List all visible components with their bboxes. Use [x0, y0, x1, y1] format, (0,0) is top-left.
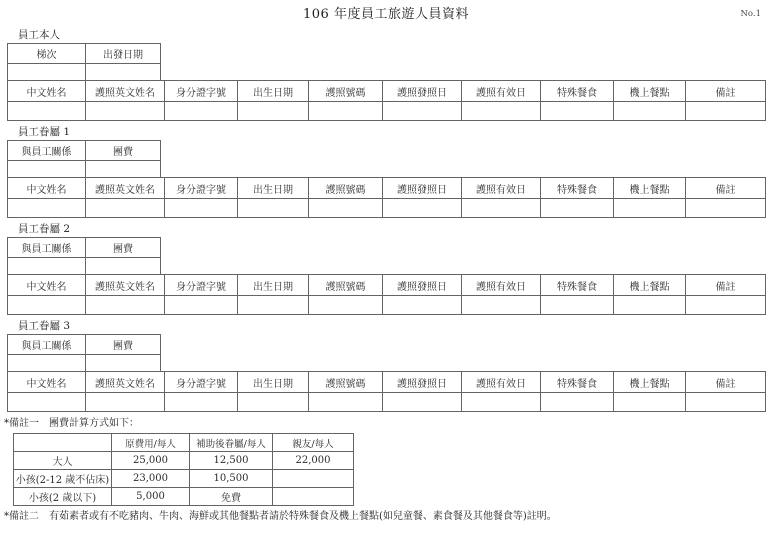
entry-cell — [165, 393, 238, 412]
entry-cell — [165, 102, 238, 121]
fee-value-cell: 免費 — [190, 488, 273, 506]
section-label: 員工眷屬 1 — [18, 126, 71, 138]
fee-value-cell: 23,000 — [112, 470, 190, 488]
info-col-header: 梯次 — [8, 44, 86, 64]
entry-cell — [462, 102, 541, 121]
fee-row-label: 小孩(2-12 歲不佔床) — [14, 470, 112, 488]
entry-cell — [309, 199, 383, 218]
entry-cell — [86, 161, 161, 178]
entry-cell — [8, 102, 86, 121]
entry-cell — [614, 199, 686, 218]
col-header-chinese-name: 中文姓名 — [8, 178, 86, 199]
col-header-id-number: 身分證字號 — [165, 81, 238, 102]
note-fee-calculation: *備註一 團費計算方式如下： — [4, 418, 139, 429]
col-header-passport-number: 護照號碼 — [309, 275, 383, 296]
entry-cell — [8, 296, 86, 315]
section-label: 員工眷屬 2 — [18, 223, 71, 235]
info-col-header: 與員工關係 — [8, 238, 86, 258]
col-header-chinese-name: 中文姓名 — [8, 81, 86, 102]
info-table — [7, 43, 161, 81]
entry-cell — [238, 393, 309, 412]
info-table — [7, 334, 161, 372]
info-table — [7, 140, 161, 178]
entry-cell — [383, 199, 462, 218]
entry-cell — [541, 102, 614, 121]
entry-cell — [686, 393, 766, 412]
col-header-birth-date: 出生日期 — [238, 81, 309, 102]
col-header-inflight-meal: 機上餐點 — [614, 275, 686, 296]
fee-value-cell — [273, 488, 354, 506]
section-dependent-2 — [7, 223, 765, 315]
entry-cell — [541, 199, 614, 218]
col-header-passport-english-name: 護照英文姓名 — [86, 372, 165, 393]
info-col-header: 與員工關係 — [8, 335, 86, 355]
passenger-table — [7, 80, 766, 121]
passenger-table — [7, 177, 766, 218]
col-header-passport-expiry-date: 護照有效日 — [462, 372, 541, 393]
entry-cell — [614, 102, 686, 121]
fee-row-label: 小孩(2 歲以下) — [14, 488, 112, 506]
fee-col-header-friend: 親友/每人 — [273, 434, 354, 452]
entry-cell — [86, 355, 161, 372]
col-header-inflight-meal: 機上餐點 — [614, 372, 686, 393]
col-header-passport-issue-date: 護照發照日 — [383, 81, 462, 102]
entry-cell — [86, 296, 165, 315]
entry-cell — [238, 296, 309, 315]
entry-cell — [614, 393, 686, 412]
col-header-remarks: 備註 — [686, 178, 766, 199]
col-header-remarks: 備註 — [686, 372, 766, 393]
entry-cell — [86, 258, 161, 275]
page-number: No.1 — [740, 9, 761, 19]
entry-cell — [383, 296, 462, 315]
info-col-header: 團費 — [86, 238, 161, 258]
col-header-passport-english-name: 護照英文姓名 — [86, 275, 165, 296]
entry-cell — [383, 102, 462, 121]
info-col-header: 團費 — [86, 335, 161, 355]
fee-value-cell: 5,000 — [112, 488, 190, 506]
col-header-passport-issue-date: 護照發照日 — [383, 178, 462, 199]
entry-cell — [86, 102, 165, 121]
fee-value-cell: 25,000 — [112, 452, 190, 470]
entry-cell — [165, 199, 238, 218]
entry-cell — [462, 296, 541, 315]
note-special-meals: *備註二 有茹素者或有不吃豬肉、牛肉、海鮮或其他餐點者請於特殊餐食及機上餐點(如兒童餐、素食餐及其他餐食等)註明。 — [4, 511, 557, 522]
section-label: 員工本人 — [18, 29, 60, 41]
entry-cell — [8, 393, 86, 412]
passenger-table — [7, 371, 766, 412]
col-header-passport-issue-date: 護照發照日 — [383, 372, 462, 393]
col-header-chinese-name: 中文姓名 — [8, 372, 86, 393]
col-header-special-meal: 特殊餐食 — [541, 372, 614, 393]
entry-cell — [8, 64, 86, 81]
col-header-chinese-name: 中文姓名 — [8, 275, 86, 296]
fee-table — [13, 433, 354, 506]
entry-cell — [165, 296, 238, 315]
fee-col-header-blank — [14, 434, 112, 452]
col-header-passport-expiry-date: 護照有效日 — [462, 81, 541, 102]
entry-cell — [614, 296, 686, 315]
col-header-special-meal: 特殊餐食 — [541, 81, 614, 102]
col-header-passport-expiry-date: 護照有效日 — [462, 178, 541, 199]
entry-cell — [686, 199, 766, 218]
section-label: 員工眷屬 3 — [18, 320, 71, 332]
info-col-header: 出發日期 — [86, 44, 161, 64]
col-header-passport-english-name: 護照英文姓名 — [86, 178, 165, 199]
entry-cell — [309, 296, 383, 315]
fee-value-cell — [273, 470, 354, 488]
col-header-passport-english-name: 護照英文姓名 — [86, 81, 165, 102]
entry-cell — [8, 355, 86, 372]
entry-cell — [238, 102, 309, 121]
section-employee — [7, 29, 765, 121]
col-header-inflight-meal: 機上餐點 — [614, 178, 686, 199]
col-header-passport-expiry-date: 護照有效日 — [462, 275, 541, 296]
entry-cell — [462, 393, 541, 412]
entry-cell — [8, 161, 86, 178]
col-header-birth-date: 出生日期 — [238, 178, 309, 199]
entry-cell — [309, 393, 383, 412]
section-dependent-3 — [7, 320, 765, 412]
col-header-id-number: 身分證字號 — [165, 275, 238, 296]
fee-col-header-subsidized-dependent: 補助後眷屬/每人 — [190, 434, 273, 452]
col-header-special-meal: 特殊餐食 — [541, 275, 614, 296]
col-header-passport-number: 護照號碼 — [309, 178, 383, 199]
col-header-birth-date: 出生日期 — [238, 275, 309, 296]
col-header-remarks: 備註 — [686, 275, 766, 296]
info-col-header: 與員工關係 — [8, 141, 86, 161]
col-header-special-meal: 特殊餐食 — [541, 178, 614, 199]
entry-cell — [86, 199, 165, 218]
col-header-id-number: 身分證字號 — [165, 372, 238, 393]
col-header-remarks: 備註 — [686, 81, 766, 102]
fee-value-cell: 12,500 — [190, 452, 273, 470]
entry-cell — [238, 199, 309, 218]
entry-cell — [86, 64, 161, 81]
col-header-passport-issue-date: 護照發照日 — [383, 275, 462, 296]
section-dependent-1 — [7, 126, 765, 218]
fee-col-header-original: 原費用/每人 — [112, 434, 190, 452]
col-header-passport-number: 護照號碼 — [309, 372, 383, 393]
entry-cell — [8, 258, 86, 275]
entry-cell — [86, 393, 165, 412]
entry-cell — [462, 199, 541, 218]
fee-value-cell: 10,500 — [190, 470, 273, 488]
entry-cell — [686, 296, 766, 315]
fee-value-cell: 22,000 — [273, 452, 354, 470]
col-header-inflight-meal: 機上餐點 — [614, 81, 686, 102]
col-header-birth-date: 出生日期 — [238, 372, 309, 393]
page-title: 106 年度員工旅遊人員資料 — [303, 7, 469, 22]
entry-cell — [541, 393, 614, 412]
entry-cell — [541, 296, 614, 315]
info-table — [7, 237, 161, 275]
entry-cell — [686, 102, 766, 121]
entry-cell — [383, 393, 462, 412]
col-header-id-number: 身分證字號 — [165, 178, 238, 199]
info-col-header: 團費 — [86, 141, 161, 161]
entry-cell — [309, 102, 383, 121]
entry-cell — [8, 199, 86, 218]
fee-row-label: 大人 — [14, 452, 112, 470]
col-header-passport-number: 護照號碼 — [309, 81, 383, 102]
passenger-table — [7, 274, 766, 315]
